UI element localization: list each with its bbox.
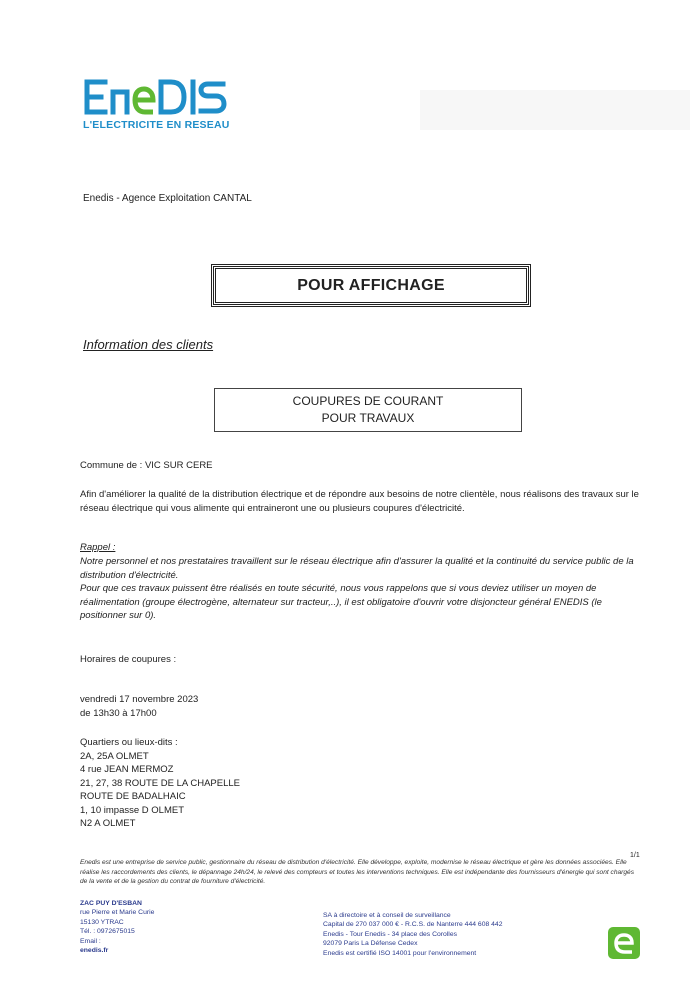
quartiers-block (80, 736, 240, 831)
schedule-date: vendredi 17 novembre 2023 (80, 694, 199, 705)
quartiers-label: Quartiers ou lieux-dits : (80, 737, 178, 748)
pour-affichage-label: POUR AFFICHAGE (297, 276, 445, 294)
coupures-line2: POUR TRAVAUX (321, 411, 415, 425)
address-right-line: Enedis - Tour Enedis - 34 place des Corolles (323, 930, 457, 938)
address-right-line: SA à directoire et à conseil de surveillance (323, 912, 451, 919)
address-right (323, 911, 502, 958)
intro-paragraph: Afin d'améliorer la qualité de la distribution électrique et de répondre aux besoins de notre clientèle, nous réalisons des travaux sur le réseau électrique qui vous alimente qui entraineront une ou plusieurs coupures d'électricité. (80, 489, 639, 514)
quartier-item: 2A, 25A OLMET (80, 750, 149, 762)
info-title: Information des clients (83, 337, 214, 352)
horaires-label: Horaires de coupures : (80, 654, 177, 665)
enedis-footer-logo-icon (608, 927, 640, 959)
coupures-line1: COUPURES DE COURANT (292, 394, 444, 408)
schedule (80, 693, 198, 720)
rappel-paragraph-2: Pour que ces travaux puissent être réalisés en toute sécurité, nous vous rappelons que si vous deviez utiliser un moyen de réalimentation (groupe électrogène, alternateur sur tracteur,..), il est obligatoire d'ouvrir votre disjoncteur général ENEDIS (le positionner sur 0). (80, 583, 602, 621)
quartier-item: 4 rue JEAN MERMOZ (80, 764, 174, 775)
quartier-item: ROUTE DE BADALHAIC (80, 791, 186, 802)
website-link[interactable]: enedis.fr (80, 947, 109, 955)
coupures-box (214, 388, 522, 432)
pour-affichage-box (213, 266, 529, 305)
rappel-block (80, 555, 650, 623)
address-left (80, 899, 154, 955)
address-left-line: Email : (80, 937, 101, 945)
legal-notice: Enedis est une entreprise de service public, gestionnaire du réseau de distribution d'électricité. Elle développe, exploite, modernise le réseau électrique et gère les données associées. Elle réalise les raccordements des clients, le dépannage 24h/24, le relevé des compteurs et toutes les interventions techniques. Elle est indépendante des fournisseurs d'énergie qui sont chargés de la vente et de la gestion du contrat de fourniture d'électricité. (80, 859, 635, 886)
address-right-line: Capital de 270 037 000 € - R.C.S. de Nanterre 444 608 442 (323, 921, 503, 929)
quartier-item: 21, 27, 38 ROUTE DE LA CHAPELLE (80, 777, 240, 789)
address-left-line: ZAC PUY D'ESBAN (80, 900, 142, 907)
rappel-title: Rappel : (80, 542, 116, 553)
quartier-item: 1, 10 impasse D OLMET (80, 804, 185, 816)
rappel-paragraph-1: Notre personnel et nos prestataires travaillent sur le réseau électrique afin d'assurer la qualité et la continuité du service public de la distribution d'électricité. (80, 556, 634, 581)
agency-name: Enedis - Agence Exploitation CANTAL (83, 193, 252, 204)
schedule-time: de 13h30 à 17h00 (80, 707, 157, 719)
address-right-line: 92079 Paris La Défense Cedex (323, 940, 418, 948)
commune: Commune de : VIC SUR CERE (80, 460, 213, 471)
scan-ghost (420, 60, 690, 140)
address-right-line: Enedis est certifié ISO 14001 pour l'environnement (323, 949, 477, 957)
logo-tagline: L'ELECTRICITE EN RESEAU (83, 119, 230, 131)
enedis-logo (83, 78, 229, 116)
address-left-line: rue Pierre et Marie Curie (80, 909, 155, 917)
quartier-item: N2 A OLMET (80, 818, 136, 829)
address-left-line: Tél. : 0972675015 (80, 928, 135, 936)
page-number: 1/1 (630, 852, 640, 859)
address-left-line: 15130 YTRAC (80, 918, 124, 926)
